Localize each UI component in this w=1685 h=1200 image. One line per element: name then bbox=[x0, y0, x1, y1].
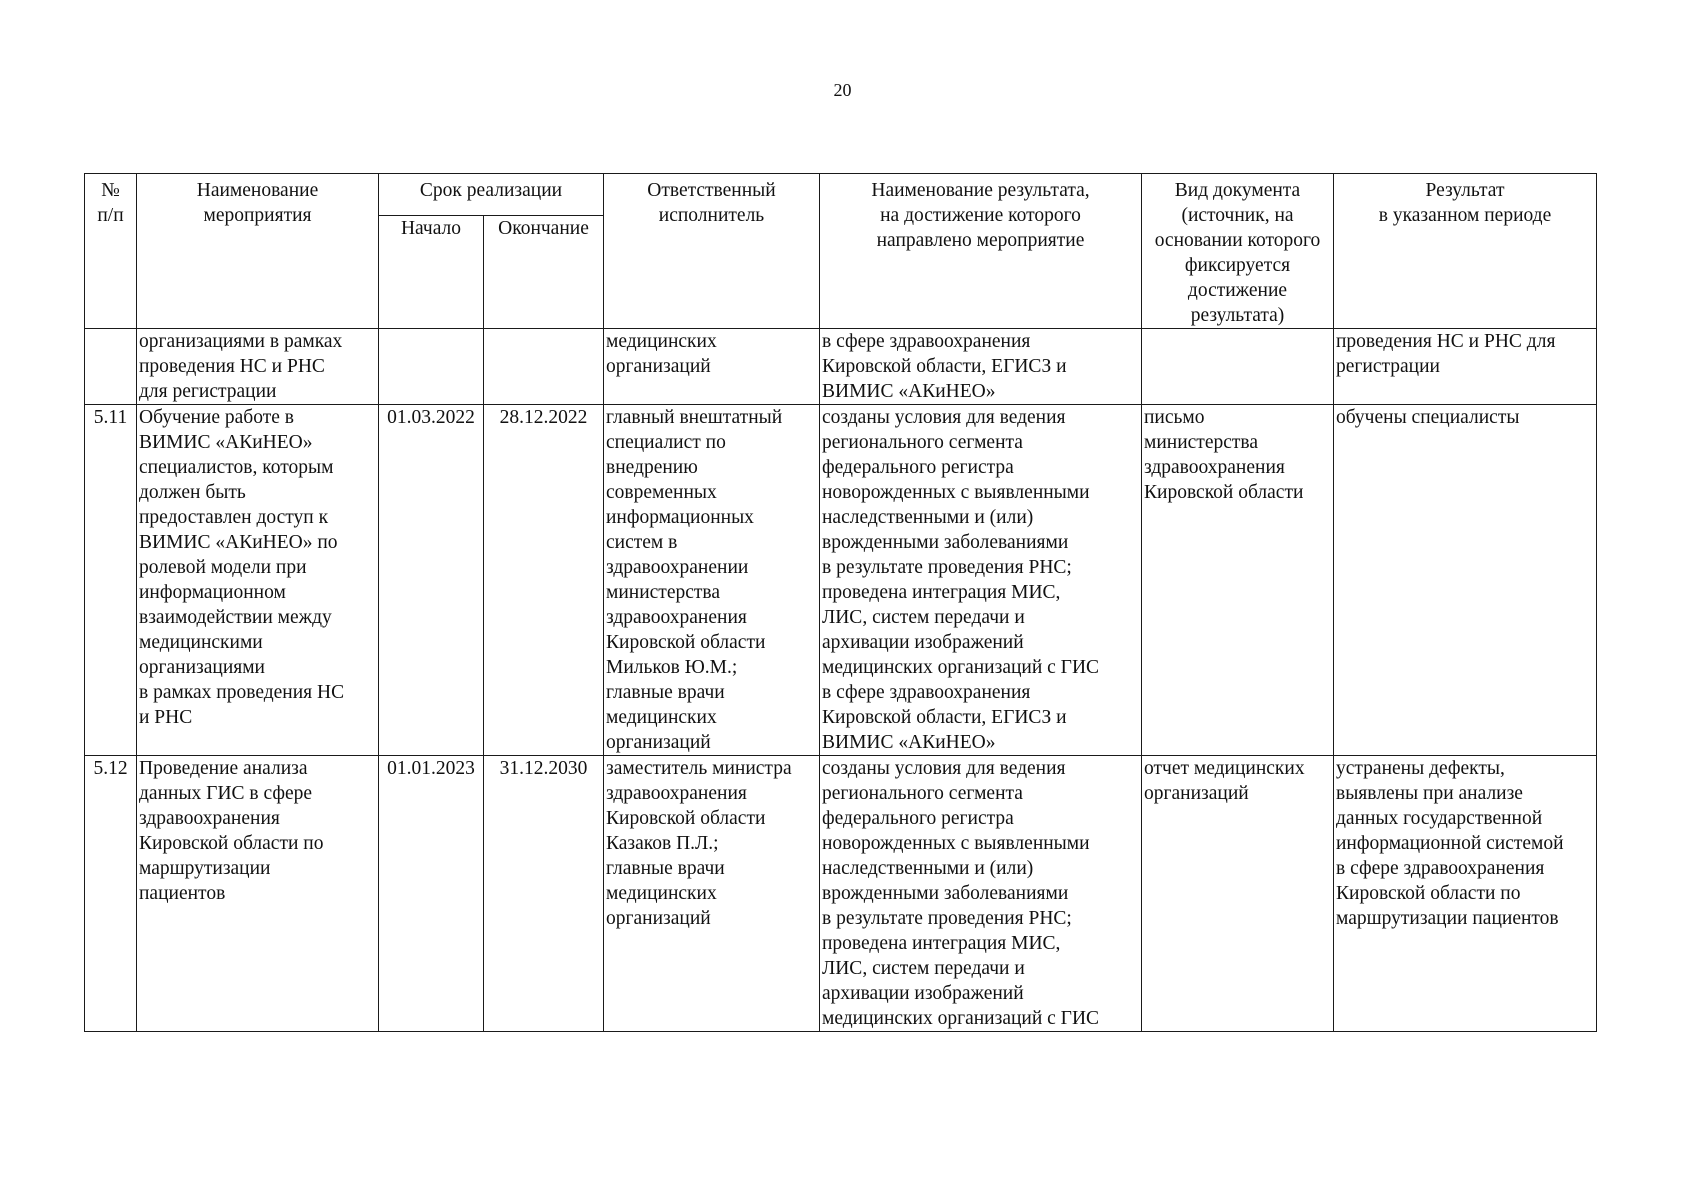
header-result-name: Наименование результата, на достижение которого направлено мероприятие bbox=[820, 174, 1142, 329]
document-type bbox=[1142, 329, 1334, 405]
row-number bbox=[85, 329, 137, 405]
table-header-row bbox=[85, 174, 1597, 216]
start-date bbox=[379, 329, 484, 405]
header-responsible: Ответственный исполнитель bbox=[604, 174, 820, 329]
responsible: медицинских организаций bbox=[604, 329, 820, 405]
result: устранены дефекты, выявлены при анализе данных государственной информационной системой в сфере здравоохранения Кировской области по маршрутизации пациентов bbox=[1334, 756, 1597, 1032]
document-type: отчет медицинских организаций bbox=[1142, 756, 1334, 1032]
activity-name: Обучение работе в ВИМИС «АКиНЕО» специалистов, которым должен быть предоставлен доступ к ВИМИС «АКиНЕО» по ролевой модели при информационном взаимодействии между медицинскими организациями в рамках проведения НС и РНС bbox=[137, 405, 379, 756]
responsible: заместитель министра здравоохранения Кировской области Казаков П.Л.; главные врачи медицинских организаций bbox=[604, 756, 820, 1032]
result-name: созданы условия для ведения регионального сегмента федерального регистра новорожденных с выявленными наследственными и (или) врожденными заболеваниями в результате проведения РНС; проведена интеграция МИС, ЛИС, систем передачи и архивации изображений медицинских организаций с ГИС в сфере здравоохранения Кировской области, ЕГИСЗ и ВИМИС «АКиНЕО» bbox=[820, 405, 1142, 756]
document-type: письмо министерства здравоохранения Кировской области bbox=[1142, 405, 1334, 756]
header-end: Окончание bbox=[484, 216, 604, 329]
activities-table bbox=[84, 173, 1597, 1032]
activity-name: Проведение анализа данных ГИС в сфере здравоохранения Кировской области по маршрутизации пациентов bbox=[137, 756, 379, 1032]
header-result: Результат в указанном периоде bbox=[1334, 174, 1597, 329]
table-row bbox=[85, 405, 1597, 756]
result: проведения НС и РНС для регистрации bbox=[1334, 329, 1597, 405]
start-date: 01.01.2023 bbox=[379, 756, 484, 1032]
start-date: 01.03.2022 bbox=[379, 405, 484, 756]
table-row bbox=[85, 329, 1597, 405]
responsible: главный внештатный специалист по внедрению современных информационных систем в здравоохранении министерства здравоохранения Кировской области Мильков Ю.М.; главные врачи медицинских организаций bbox=[604, 405, 820, 756]
row-number: 5.12 bbox=[85, 756, 137, 1032]
activity-name: организациями в рамках проведения НС и РНС для регистрации bbox=[137, 329, 379, 405]
header-activity-name: Наименование мероприятия bbox=[137, 174, 379, 329]
header-period: Срок реализации bbox=[379, 174, 604, 216]
end-date: 28.12.2022 bbox=[484, 405, 604, 756]
result-name: в сфере здравоохранения Кировской области, ЕГИСЗ и ВИМИС «АКиНЕО» bbox=[820, 329, 1142, 405]
end-date: 31.12.2030 bbox=[484, 756, 604, 1032]
end-date bbox=[484, 329, 604, 405]
page-number: 20 bbox=[833, 80, 852, 100]
header-start: Начало bbox=[379, 216, 484, 329]
header-document-type: Вид документа (источник, на основании которого фиксируется достижение результата) bbox=[1142, 174, 1334, 329]
result: обучены специалисты bbox=[1334, 405, 1597, 756]
header-number: № п/п bbox=[85, 174, 137, 329]
result-name: созданы условия для ведения регионального сегмента федерального регистра новорожденных с выявленными наследственными и (или) врожденными заболеваниями в результате проведения РНС; проведена интеграция МИС, ЛИС, систем передачи и архивации изображений медицинских организаций с ГИС bbox=[820, 756, 1142, 1032]
table-row bbox=[85, 756, 1597, 1032]
row-number: 5.11 bbox=[85, 405, 137, 756]
